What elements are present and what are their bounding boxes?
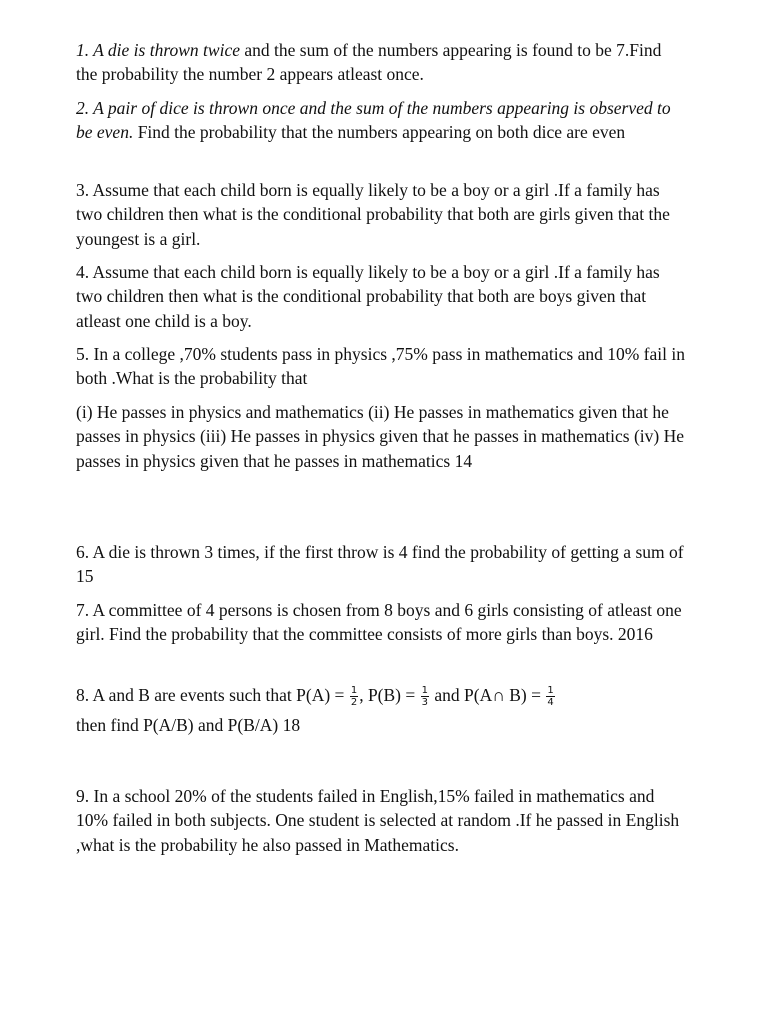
question-5-parts: (i) He passes in physics and mathematics (ii) He passes in mathematics given that he passes in physics (iii) He passes in physics given that he passes in mathematics (iv) He passes in physics given that he passes in mathematics 14	[76, 402, 685, 471]
question-8	[76, 680, 686, 740]
fraction-p-b	[421, 685, 429, 708]
fraction-p-a-and-b-denominator: 4	[547, 697, 554, 709]
question-9: 9. In a school 20% of the students failed in English,15% failed in mathematics and 10% failed in both subjects. One student is selected at random .If he passed in English ,what is the probability he also passed in Mathematics.	[76, 786, 680, 855]
question-8-text-2: , P(B) =	[359, 685, 420, 705]
question-5: 5. In a college ,70% students pass in physics ,75% pass in mathematics and 10% fail in both .What is the probability that	[76, 344, 685, 389]
question-2-italic: 2. A pair of dice is thrown once and the sum of the numbers appearing is observed to be even.	[76, 98, 671, 143]
question-2-text: Find the probability that the numbers appearing on both dice are even	[133, 122, 626, 143]
fraction-p-a-and-b	[546, 685, 554, 708]
question-8-text-3: and P(A∩ B) =	[430, 685, 546, 705]
fraction-p-a-denominator: 2	[350, 697, 358, 709]
question-7: 7. A committee of 4 persons is chosen from 8 boys and 6 girls consisting of atleast one girl. Find the probability that the committee consists of more girls than boys. 2016	[76, 600, 682, 645]
question-1-italic: 1. A die is thrown twice	[76, 40, 240, 60]
fraction-p-a-numerator: 1	[350, 685, 358, 697]
fraction-p-a	[350, 685, 358, 708]
fraction-p-b-denominator: 3	[421, 697, 428, 709]
question-6: 6. A die is thrown 3 times, if the first throw is 4 find the probability of getting a sum of 15	[76, 542, 684, 587]
question-8-text-1: 8. A and B are events such that P(A) =	[76, 685, 349, 705]
question-8-line-2: then find P(A/B) and P(B/A) 18	[76, 715, 301, 735]
fraction-p-a-and-b-numerator: 1	[547, 685, 554, 697]
question-4: 4. Assume that each child born is equally likely to be a boy or a girl .If a family has two children then what is the conditional probability that both are boys given that atleast one child is a boy.	[76, 262, 660, 331]
question-2	[76, 96, 686, 145]
question-1	[76, 38, 686, 87]
question-1-text: and the sum of the numbers appearing is found to be 7.Find the probability the number 2 appears atleast once.	[76, 40, 662, 85]
fraction-p-b-numerator: 1	[421, 685, 428, 697]
question-3: 3. Assume that each child born is equally likely to be a boy or a girl .If a family has two children then what is the conditional probability that both are girls given that the youngest is a girl.	[76, 180, 670, 249]
